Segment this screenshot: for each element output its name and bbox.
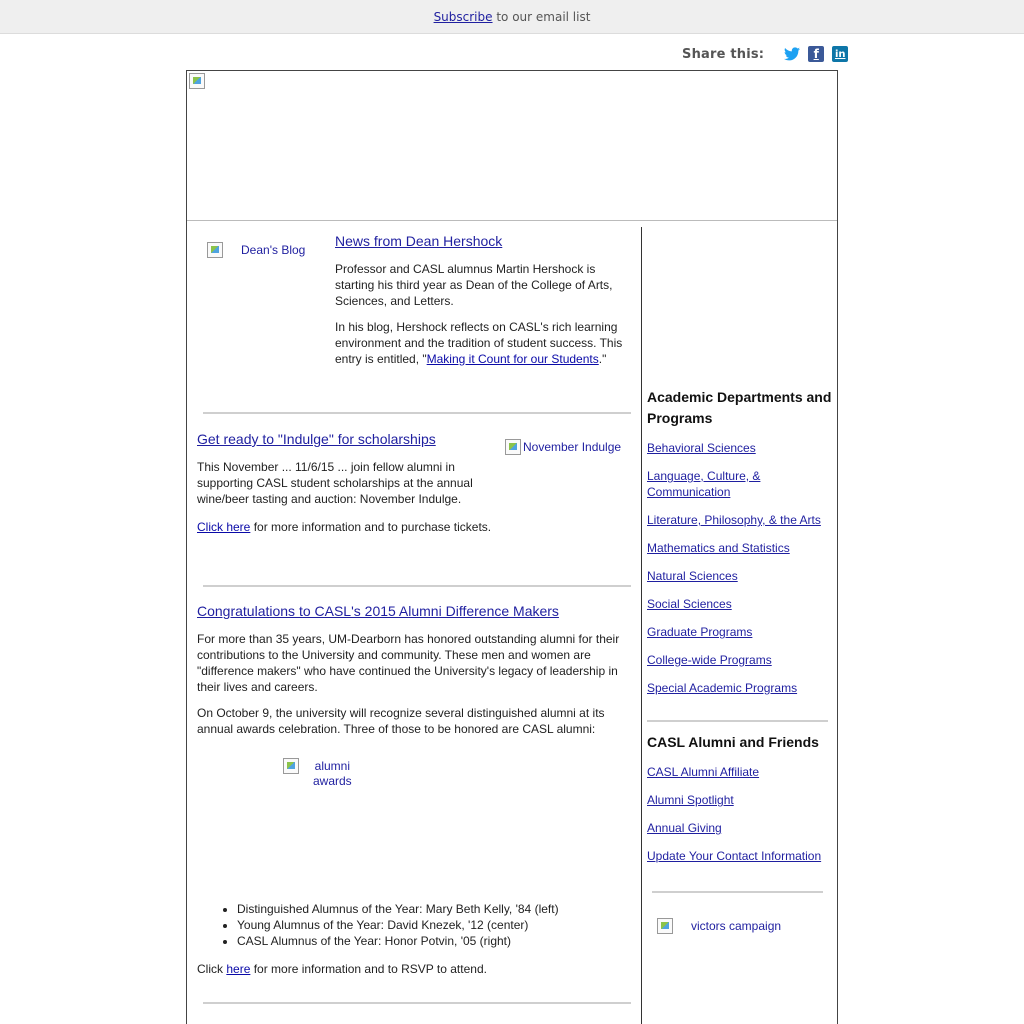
- share-bar: [682, 44, 848, 64]
- november-indulge-image[interactable]: [505, 440, 621, 455]
- alumni-awards-image-alt: [313, 759, 352, 789]
- sidebar-link-behavioral-sciences[interactable]: Behavioral Sciences: [647, 441, 756, 455]
- story-paragraph: [197, 961, 597, 977]
- subscribe-bar: [0, 0, 1024, 34]
- facebook-icon[interactable]: f: [808, 46, 824, 62]
- sidebar-divider: [652, 891, 823, 893]
- sidebar-link-college-wide[interactable]: College-wide Programs: [647, 653, 772, 667]
- story-text: Click: [197, 962, 227, 976]
- share-label: Share this:: [682, 46, 765, 62]
- sidebar-link-social-sciences[interactable]: Social Sciences: [647, 597, 732, 611]
- story-text: for more information and to RSVP to attend.: [250, 962, 487, 976]
- story-paragraph: This November ... 11/6/15 ... join fellow alumni in supporting CASL student scholarships at the annual wine/beer tasting and auction: November Indulge.: [197, 460, 473, 506]
- story-title-dean[interactable]: News from Dean Hershock: [335, 233, 503, 249]
- list-item: • CASL Alumnus of the Year: Honor Potvin, '05 (right): [237, 933, 637, 949]
- november-indulge-image-alt: November Indulge: [523, 440, 622, 454]
- alt-line: alumni: [314, 759, 351, 773]
- story-title-indulge[interactable]: Get ready to "Indulge" for scholarships: [197, 431, 436, 447]
- story-paragraph: For more than 35 years, UM-Dearborn has honored outstanding alumni for their contributions to the University and community. These men and women are "difference makers" who have continued the University's legacy of leadership in their lives and careers.: [197, 632, 620, 694]
- section-divider: [203, 412, 631, 414]
- twitter-icon[interactable]: [784, 46, 800, 62]
- sidebar-divider: [647, 720, 828, 722]
- deans-blog-image-alt: Dean's Blog: [241, 243, 306, 257]
- broken-image-icon: [505, 439, 521, 455]
- column-divider: [641, 227, 642, 1024]
- sidebar-link-alumni-spotlight[interactable]: Alumni Spotlight: [647, 793, 734, 807]
- broken-image-icon: [189, 73, 205, 89]
- deans-blog-image[interactable]: [207, 243, 305, 258]
- story-indulge: [197, 459, 507, 517]
- story-text: In his blog, Hershock reflects on CASL's rich learning environment and the tradition of student success. This entry is entitled, ": [335, 320, 623, 366]
- alt-line: awards: [313, 774, 352, 788]
- alumni-links-list: [647, 764, 833, 876]
- header-banner: [187, 71, 837, 221]
- broken-image-icon: [283, 758, 299, 774]
- linkedin-icon[interactable]: in: [832, 46, 848, 62]
- newsletter-frame: [186, 70, 838, 1024]
- list-item: • Distinguished Alumnus of the Year: Mary Beth Kelly, '84 (left): [237, 901, 637, 917]
- sidebar-link-special-programs[interactable]: Special Academic Programs: [647, 681, 798, 695]
- victors-campaign-image[interactable]: [657, 919, 781, 934]
- story-text: .": [598, 352, 607, 366]
- indulge-click-here-link[interactable]: Click here: [197, 520, 251, 534]
- sidebar-link-mathematics[interactable]: Mathematics and Statistics: [647, 541, 790, 555]
- section-divider: [203, 1002, 631, 1004]
- alumni-awards-image[interactable]: [283, 759, 352, 789]
- sidebar-link-alumni-affiliate[interactable]: CASL Alumni Affiliate: [647, 765, 760, 779]
- sidebar-heading-alumni: CASL Alumni and Friends: [647, 734, 819, 750]
- story-paragraph: [197, 519, 597, 535]
- sidebar-link-natural-sciences[interactable]: Natural Sciences: [647, 569, 738, 583]
- broken-image-icon: [207, 242, 223, 258]
- rsvp-here-link[interactable]: here: [226, 962, 251, 976]
- honorees-list: [237, 901, 637, 949]
- subscribe-link[interactable]: Subscribe: [433, 10, 493, 24]
- story-deans-blog: [335, 233, 631, 377]
- subscribe-bar-text: to our email list: [492, 10, 591, 24]
- broken-image-icon: [657, 918, 673, 934]
- sidebar-link-literature-philosophy[interactable]: Literature, Philosophy, & the Arts: [647, 513, 821, 527]
- departments-list: [647, 440, 833, 708]
- sidebar-link-language-culture[interactable]: Language, Culture, & Communication: [647, 469, 761, 499]
- story-title-alumni[interactable]: Congratulations to CASL's 2015 Alumni Difference Makers: [197, 603, 559, 619]
- sidebar-link-graduate-programs[interactable]: Graduate Programs: [647, 625, 753, 639]
- making-it-count-link[interactable]: Making it Count for our Students: [426, 352, 599, 366]
- section-divider: [203, 585, 631, 587]
- story-text: for more information and to purchase tickets.: [250, 520, 492, 534]
- story-paragraph: [335, 319, 631, 367]
- story-paragraph: On October 9, the university will recognize several distinguished alumni at its annual awards celebration. Three of those to be honored are CASL alumni:: [197, 706, 605, 736]
- sidebar-heading-departments: Academic Departments and Programs: [647, 389, 832, 426]
- sidebar-link-annual-giving[interactable]: Annual Giving: [647, 821, 722, 835]
- story-paragraph: Professor and CASL alumnus Martin Hershock is starting his third year as Dean of the College of Arts, Sciences, and Letters.: [335, 262, 613, 308]
- sidebar-link-update-contact[interactable]: Update Your Contact Information: [647, 849, 822, 863]
- story-alumni: [197, 631, 633, 747]
- list-item: • Young Alumnus of the Year: David Knezek, '12 (center): [237, 917, 637, 933]
- victors-campaign-image-alt: victors campaign: [691, 919, 782, 933]
